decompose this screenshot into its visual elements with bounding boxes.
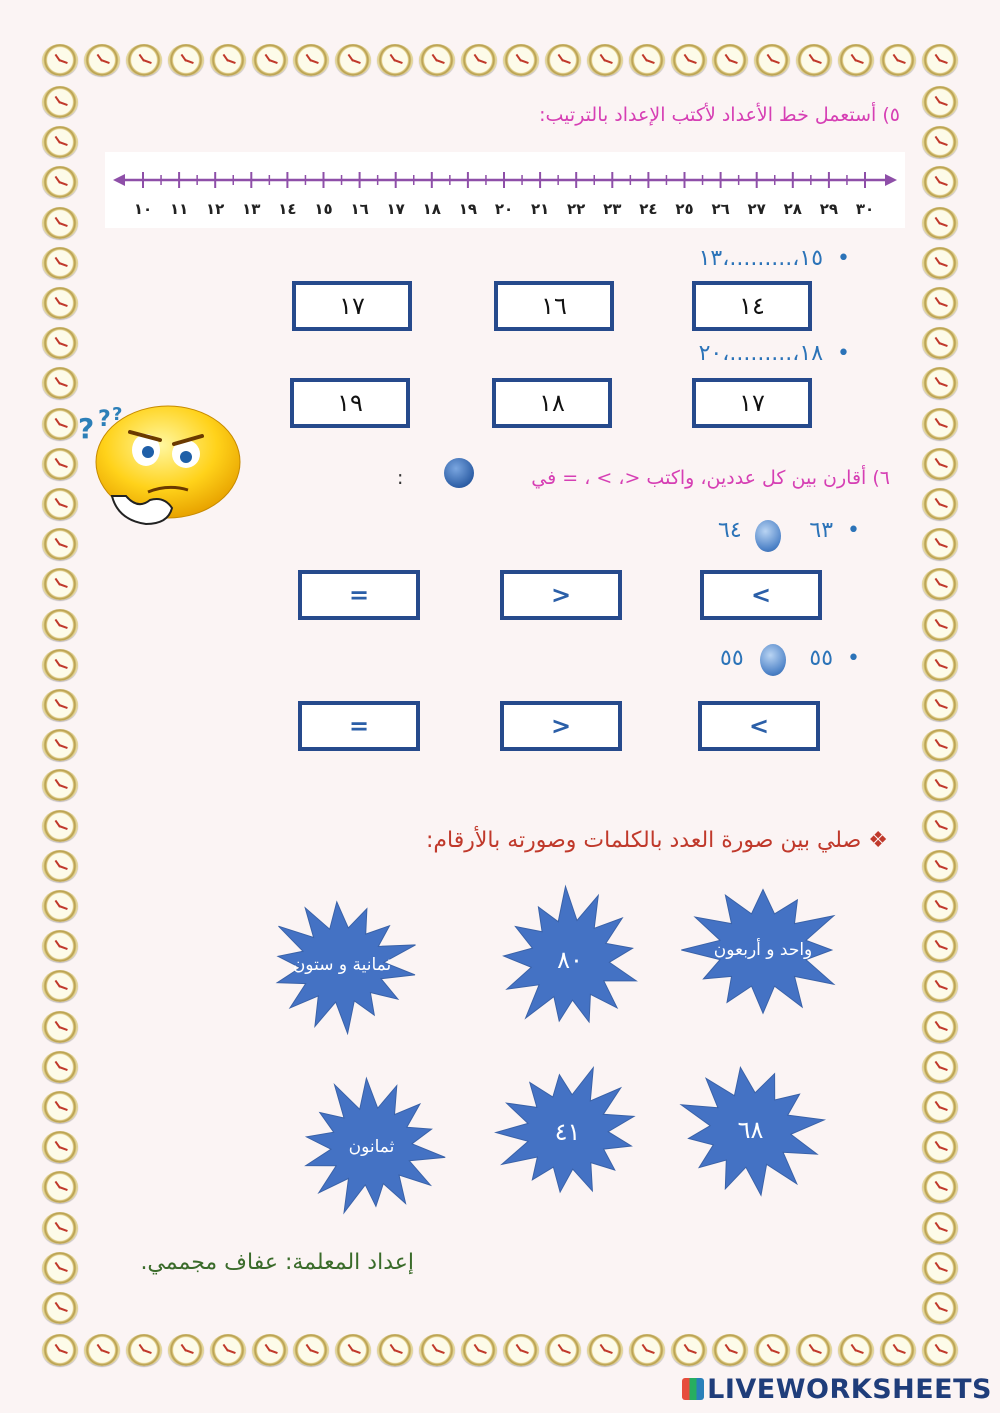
clock-icon bbox=[922, 367, 958, 399]
clock-icon bbox=[84, 44, 120, 76]
star-label: ٦٨ bbox=[737, 1116, 764, 1144]
clock-icon bbox=[42, 1091, 78, 1123]
clock-icon bbox=[126, 44, 162, 76]
clock-icon bbox=[335, 1334, 371, 1366]
clock-icon bbox=[754, 44, 790, 76]
clock-icon bbox=[922, 729, 958, 761]
clock-icon bbox=[84, 1334, 120, 1366]
star-label: ٤١ bbox=[554, 1118, 581, 1146]
bullet-dot: • bbox=[823, 341, 850, 366]
q6-item1-row bbox=[809, 518, 860, 543]
compare-option[interactable]: > bbox=[500, 570, 622, 620]
clock-icon bbox=[712, 44, 748, 76]
clock-icon bbox=[503, 1334, 539, 1366]
clock-icon bbox=[922, 327, 958, 359]
clock-icon bbox=[922, 1051, 958, 1083]
clock-icon bbox=[210, 44, 246, 76]
number-line-label: ١٩ bbox=[458, 200, 478, 218]
clock-icon bbox=[42, 609, 78, 641]
left-number: ٥٥ bbox=[809, 646, 834, 671]
clock-icon bbox=[754, 1334, 790, 1366]
answer-oval bbox=[444, 458, 474, 488]
clock-icon bbox=[377, 1334, 413, 1366]
clock-icon bbox=[880, 44, 916, 76]
number-line-label: ٢٦ bbox=[711, 200, 730, 218]
number-line-label: ٢٠ bbox=[494, 200, 514, 218]
clock-icon bbox=[42, 166, 78, 198]
answer-box[interactable]: ١٤ bbox=[692, 281, 812, 331]
clock-icon bbox=[126, 1334, 162, 1366]
clock-icon bbox=[419, 44, 455, 76]
clock-icon bbox=[922, 1011, 958, 1043]
number-line-panel bbox=[105, 152, 905, 228]
number-line-label: ١٦ bbox=[350, 200, 369, 218]
clock-icon bbox=[922, 1171, 958, 1203]
number-line-label: ٢١ bbox=[530, 200, 550, 218]
q5-title: ٥) أستعمل خط الأعداد لأكتب الإعداد بالترتيب: bbox=[539, 104, 900, 126]
clock-icon bbox=[42, 890, 78, 922]
number-line-label: ٢٣ bbox=[603, 200, 622, 218]
left-number: ٦٣ bbox=[809, 518, 834, 543]
star-card[interactable] bbox=[262, 895, 422, 1035]
diamond-bullet-icon: ❖ bbox=[868, 828, 888, 853]
clock-icon bbox=[42, 247, 78, 279]
answer-box[interactable]: ١٧ bbox=[292, 281, 412, 331]
q6-colon: : bbox=[397, 467, 404, 489]
right-number: ٥٥ bbox=[720, 646, 744, 671]
clock-icon bbox=[545, 1334, 581, 1366]
clock-icon bbox=[922, 287, 958, 319]
clock-icon bbox=[42, 44, 78, 76]
clock-icon bbox=[42, 568, 78, 600]
clock-icon bbox=[42, 689, 78, 721]
number-line-label: ١٥ bbox=[314, 200, 333, 218]
clock-icon bbox=[922, 488, 958, 520]
clock-icon bbox=[838, 1334, 874, 1366]
clock-icon bbox=[629, 44, 665, 76]
clock-icon bbox=[922, 689, 958, 721]
number-line bbox=[105, 152, 905, 228]
clock-icon bbox=[922, 1091, 958, 1123]
clock-icon bbox=[922, 1212, 958, 1244]
clock-icon bbox=[922, 126, 958, 158]
svg-text:?: ? bbox=[78, 412, 95, 445]
clock-icon bbox=[293, 44, 329, 76]
clock-icon bbox=[42, 1131, 78, 1163]
answer-box[interactable]: ١٨ bbox=[492, 378, 612, 428]
q5-item1-prompt: • ١٥،.........،١٣ bbox=[698, 246, 850, 271]
clock-icon bbox=[293, 1334, 329, 1366]
clock-icon bbox=[922, 1131, 958, 1163]
clock-icon bbox=[42, 1011, 78, 1043]
clock-icon bbox=[503, 44, 539, 76]
compare-option[interactable]: = bbox=[298, 701, 420, 751]
star-card[interactable] bbox=[678, 880, 848, 1020]
number-line-label: ١٣ bbox=[242, 200, 261, 218]
compare-option[interactable]: > bbox=[500, 701, 622, 751]
clock-icon bbox=[922, 649, 958, 681]
star-label: ثمانية و ستون bbox=[292, 955, 392, 975]
number-line-label: ١٠ bbox=[133, 200, 153, 218]
clock-icon bbox=[335, 44, 371, 76]
q6-title: ٦) أقارن بين كل عددين، واكتب <، > ، = في bbox=[531, 467, 890, 489]
clock-icon bbox=[922, 1334, 958, 1366]
answer-box[interactable]: ١٩ bbox=[290, 378, 410, 428]
clock-icon bbox=[42, 1051, 78, 1083]
compare-oval[interactable] bbox=[755, 520, 781, 552]
number-line-label: ١٤ bbox=[278, 200, 297, 218]
clock-icon bbox=[42, 769, 78, 801]
clock-icon bbox=[42, 1334, 78, 1366]
clock-icon bbox=[922, 166, 958, 198]
clock-icon bbox=[210, 1334, 246, 1366]
answer-box[interactable]: ١٦ bbox=[494, 281, 614, 331]
bullet-dot: • bbox=[833, 646, 860, 671]
right-number: ٦٤ bbox=[718, 518, 742, 543]
logo-mark-icon bbox=[682, 1378, 704, 1400]
number-line-label: ٢٩ bbox=[819, 200, 839, 218]
number-line-label: ٢٨ bbox=[783, 200, 802, 218]
clock-icon bbox=[252, 44, 288, 76]
clock-icon bbox=[922, 970, 958, 1002]
clock-icon bbox=[42, 528, 78, 560]
clock-icon bbox=[168, 1334, 204, 1366]
clock-icon bbox=[671, 44, 707, 76]
clock-icon bbox=[42, 207, 78, 239]
clock-icon bbox=[42, 930, 78, 962]
clock-icon bbox=[461, 44, 497, 76]
clock-icon bbox=[42, 810, 78, 842]
bullet-dot: • bbox=[823, 246, 850, 271]
clock-icon bbox=[42, 367, 78, 399]
star-label: واحد و أربعون bbox=[713, 940, 813, 960]
clock-icon bbox=[922, 207, 958, 239]
number-line-label: ١١ bbox=[169, 200, 189, 218]
number-line-label: ٢٥ bbox=[675, 200, 694, 218]
compare-option[interactable]: = bbox=[298, 570, 420, 620]
star-card[interactable] bbox=[673, 1060, 828, 1200]
clock-icon bbox=[42, 86, 78, 118]
number-line-label: ٢٤ bbox=[639, 200, 658, 218]
clock-icon bbox=[252, 1334, 288, 1366]
star-card[interactable] bbox=[495, 880, 645, 1040]
clock-icon bbox=[712, 1334, 748, 1366]
clock-icon bbox=[42, 287, 78, 319]
clock-icon bbox=[587, 44, 623, 76]
clock-icon bbox=[922, 930, 958, 962]
number-line-label: ١٧ bbox=[386, 200, 405, 218]
clock-icon bbox=[922, 609, 958, 641]
clock-icon bbox=[922, 528, 958, 560]
number-line-label: ١٢ bbox=[206, 200, 225, 218]
clock-icon bbox=[922, 1292, 958, 1324]
clock-icon bbox=[42, 327, 78, 359]
thinking-face-icon bbox=[68, 400, 248, 530]
clock-icon bbox=[42, 1171, 78, 1203]
svg-text:?: ? bbox=[98, 407, 111, 432]
number-line-label: ٣٠ bbox=[855, 200, 875, 218]
star-label: ٨٠ bbox=[557, 946, 583, 974]
answer-box[interactable]: ١٧ bbox=[692, 378, 812, 428]
clock-icon bbox=[922, 408, 958, 440]
liveworksheets-logo: LIVEWORKSHEETS bbox=[682, 1374, 992, 1405]
clock-icon bbox=[42, 126, 78, 158]
clock-icon bbox=[922, 850, 958, 882]
compare-option[interactable]: < bbox=[698, 701, 820, 751]
clock-icon bbox=[42, 729, 78, 761]
clock-icon bbox=[880, 1334, 916, 1366]
clock-icon bbox=[42, 1252, 78, 1284]
clock-icon bbox=[629, 1334, 665, 1366]
clock-icon bbox=[42, 850, 78, 882]
clock-icon bbox=[922, 810, 958, 842]
number-line-label: ٢٧ bbox=[747, 200, 766, 218]
q6-item2-row bbox=[809, 646, 860, 671]
clock-icon bbox=[545, 44, 581, 76]
clock-icon bbox=[42, 970, 78, 1002]
q5-item2-prompt: • ١٨،.........،٢٠ bbox=[698, 341, 850, 366]
clock-icon bbox=[922, 1252, 958, 1284]
clock-icon bbox=[796, 1334, 832, 1366]
clock-icon bbox=[377, 44, 413, 76]
clock-icon bbox=[461, 1334, 497, 1366]
number-line-label: ٢٢ bbox=[567, 200, 586, 218]
bullet-dot: • bbox=[833, 518, 860, 543]
clock-icon bbox=[922, 568, 958, 600]
compare-oval[interactable] bbox=[760, 644, 786, 676]
clock-icon bbox=[922, 769, 958, 801]
clock-icon bbox=[587, 1334, 623, 1366]
clock-icon bbox=[42, 1212, 78, 1244]
clock-icon bbox=[922, 890, 958, 922]
clock-icon bbox=[42, 1292, 78, 1324]
clock-icon bbox=[671, 1334, 707, 1366]
clock-icon bbox=[922, 247, 958, 279]
star-card[interactable] bbox=[294, 1074, 449, 1219]
clock-icon bbox=[796, 44, 832, 76]
teacher-credit: إعداد المعلمة: عفاف مجممي. bbox=[140, 1250, 414, 1275]
clock-icon bbox=[922, 448, 958, 480]
star-card[interactable] bbox=[490, 1062, 645, 1202]
svg-text:?: ? bbox=[112, 404, 123, 425]
number-line-label: ١٨ bbox=[422, 200, 441, 218]
compare-option[interactable]: < bbox=[700, 570, 822, 620]
clock-icon bbox=[168, 44, 204, 76]
star-label: ثمانون bbox=[348, 1136, 395, 1157]
clock-icon bbox=[419, 1334, 455, 1366]
clock-icon bbox=[42, 649, 78, 681]
clock-icon bbox=[838, 44, 874, 76]
clock-icon bbox=[922, 86, 958, 118]
clock-icon bbox=[922, 44, 958, 76]
q7-title: ❖ صلي بين صورة العدد بالكلمات وصورته بالأرقام: bbox=[425, 828, 888, 853]
